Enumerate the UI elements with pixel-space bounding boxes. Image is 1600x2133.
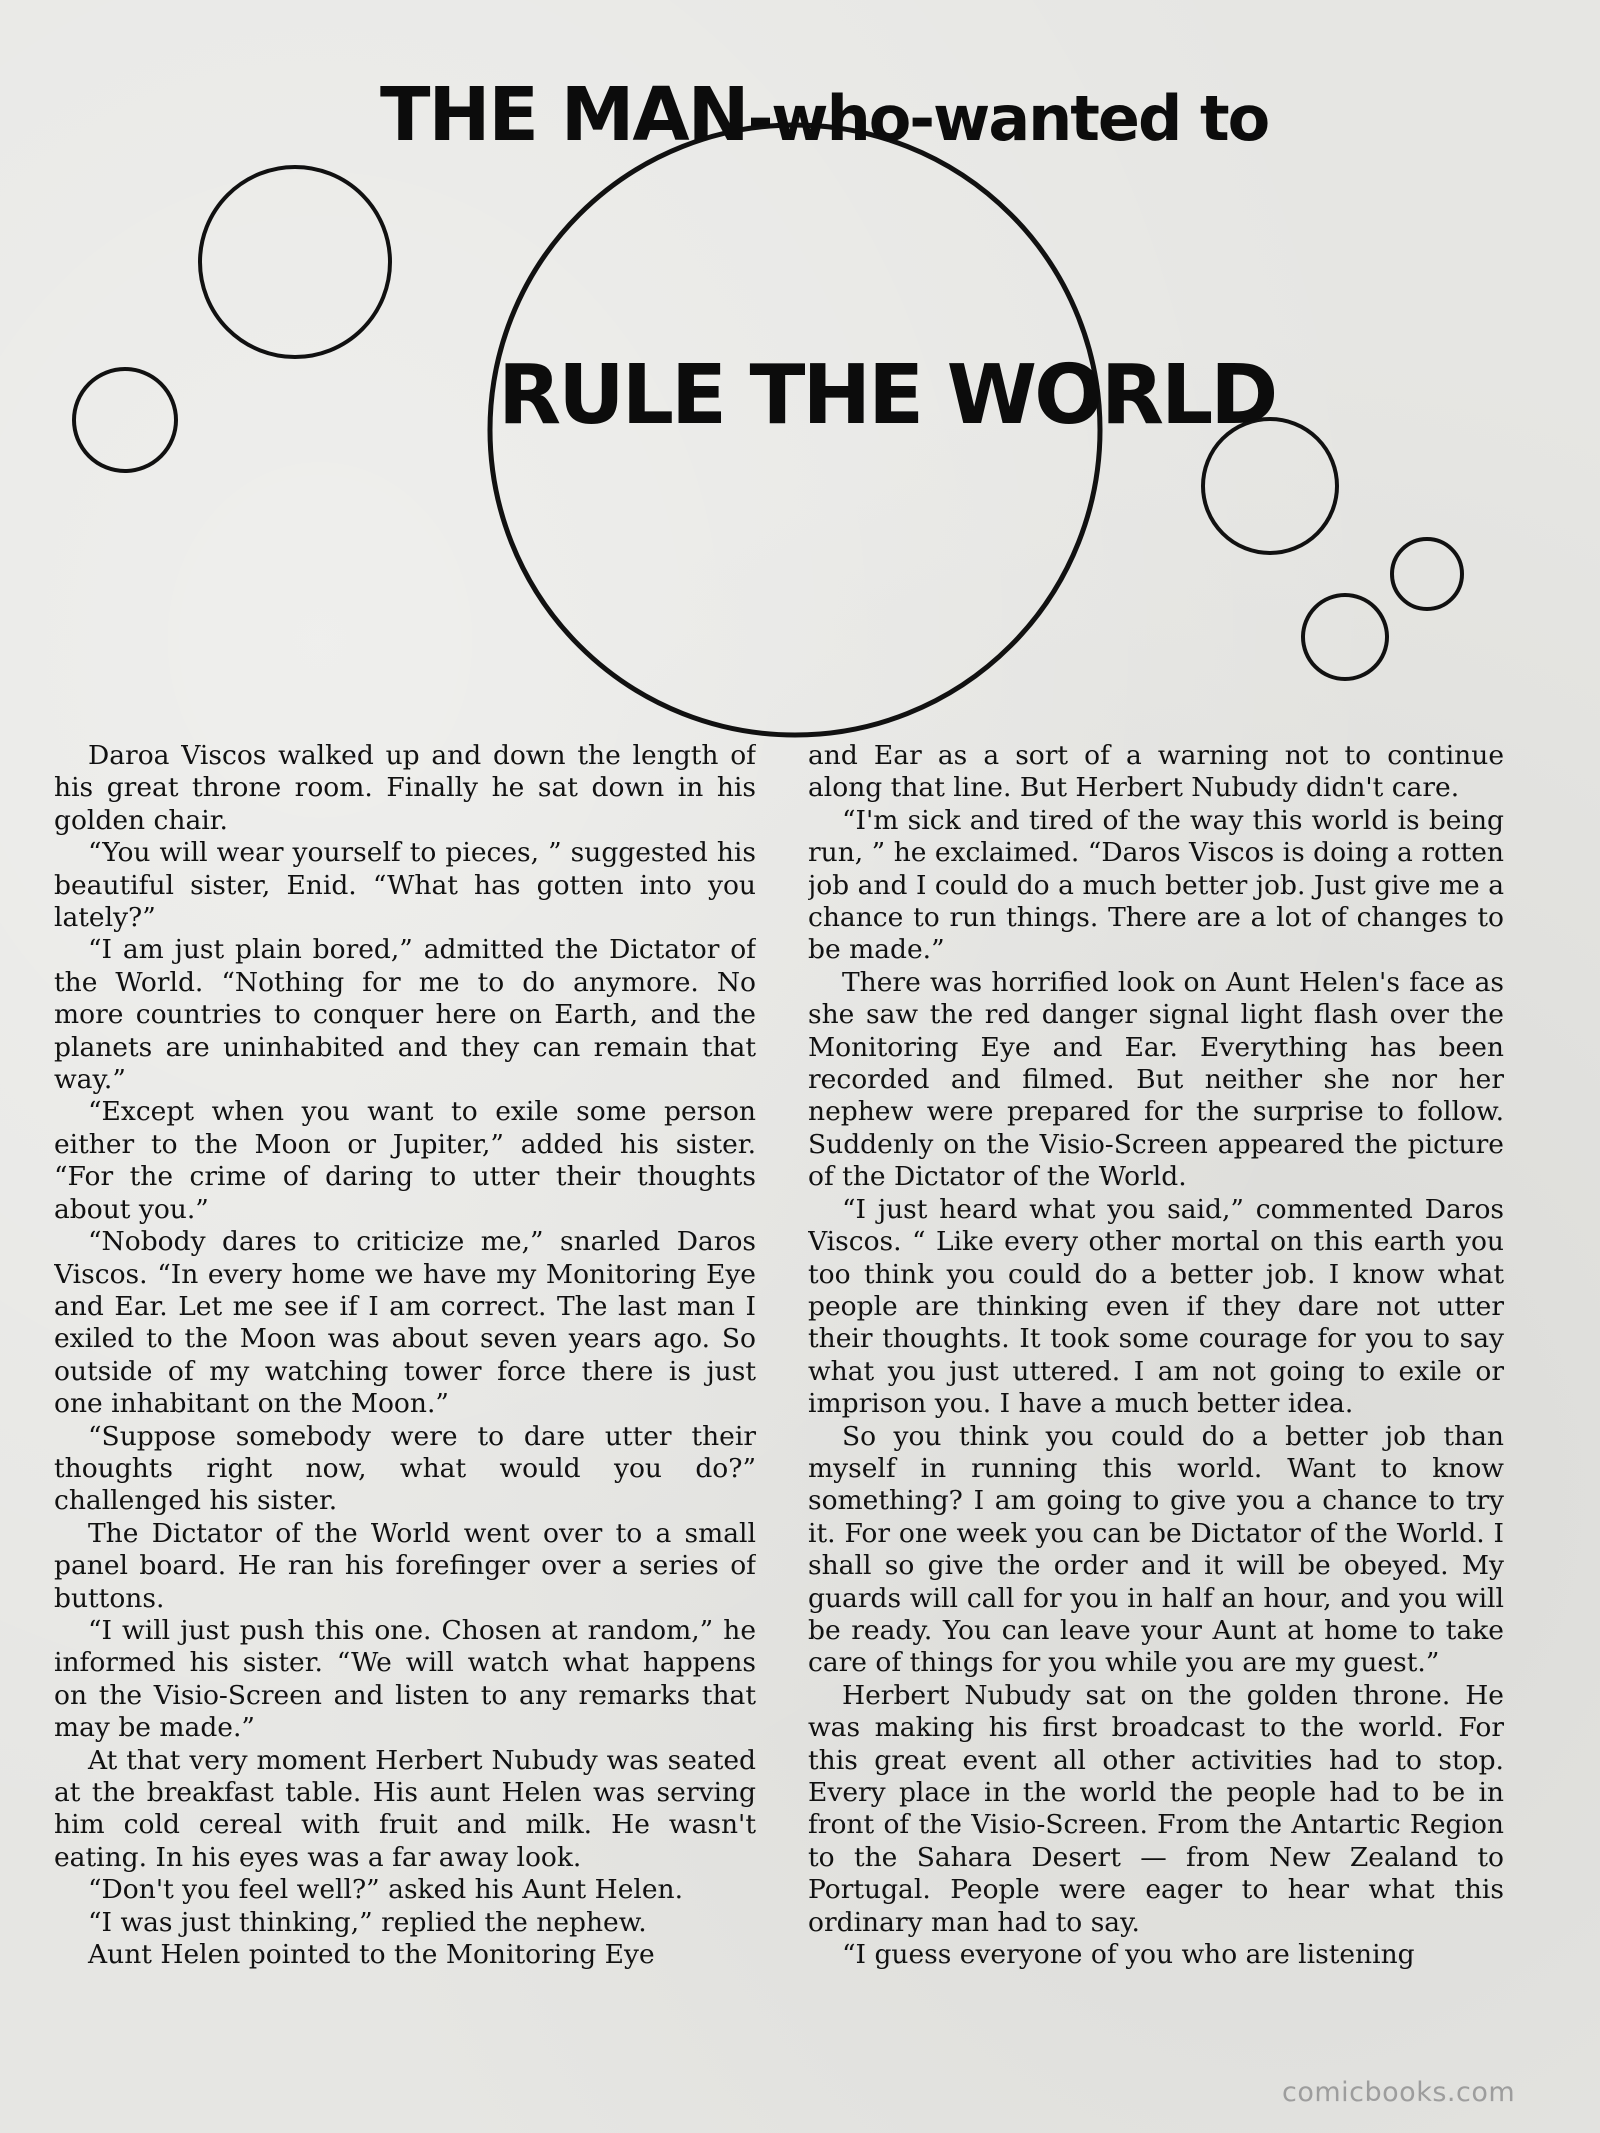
paragraph: Aunt Helen pointed to the Monitoring Eye: [88, 1939, 655, 1971]
paragraph: At that very moment Herbert Nubudy was seated at the breakfast table. His aunt Helen was serving him cold cereal with fruit and milk. He wasn't eating. In his eyes was a far away look.: [54, 1744, 756, 1873]
paragraph: “Except when you want to exile some person either to the Moon or Jupiter,” added his sister. “For the crime of daring to utter their thoughts about you.”: [54, 1096, 756, 1225]
paragraph: “I will just push this one. Chosen at random,” he informed his sister. “We will watch what happens on the Visio-Screen and listen to any remarks that may be made.”: [54, 1614, 756, 1744]
circle-lower-right: [1303, 595, 1387, 679]
paragraph: “You will wear yourself to pieces, ” suggested his beautiful sister, Enid. “What has gotten into you lately?”: [54, 837, 756, 934]
title-line-2: RULE THE WORLD: [498, 348, 1276, 443]
text-column-left: [54, 740, 756, 2050]
paragraph: “I just heard what you said,” commented Daros Viscos. “ Like every other mortal on this earth you too think you could do a better job. I know what people are thinking even if they dare not utter their thoughts. It took some courage for you to say what you just uttered. I am not going to exile or imprison you. I have a much better idea.: [808, 1193, 1504, 1420]
circle-left: [74, 369, 176, 471]
title-who-wanted-to: -who-wanted to: [747, 82, 1269, 155]
paragraph: “Don't you feel well?” asked his Aunt Helen.: [88, 1874, 684, 1906]
text-column-right: [808, 740, 1504, 2050]
paragraph: “I was just thinking,” replied the nephew.: [88, 1906, 647, 1938]
title-line-1: [380, 72, 1280, 158]
circle-upper-left: [200, 167, 390, 357]
watermark: comicbooks.com: [1282, 2077, 1516, 2108]
paragraph: Herbert Nubudy sat on the golden throne. He was making his first broadcast to the world. For this great event all other activities had to stop. Every place in the world the people had to be in front of the Visio-Screen. From the Antartic Region to the Sahara Desert — from New Zealand to Portugal. People were eager to hear what this ordinary man had to say.: [808, 1679, 1504, 1938]
paragraph: “Suppose somebody were to dare utter their thoughts right now, what would you do?” challenged his sister.: [54, 1420, 756, 1517]
paragraph: “I'm sick and tired of the way this world is being run, ” he exclaimed. “Daros Viscos is doing a rotten job and I could do a much better job. Just give me a chance to run things. There are a lot of changes to be made.”: [808, 804, 1504, 966]
title-the-man: THE MAN: [380, 72, 748, 158]
circle-small-right: [1392, 539, 1462, 609]
paragraph: There was horrified look on Aunt Helen's face as she saw the red danger signal light flash over the Monitoring Eye and Ear. Everything has been recorded and filmed. But neither she nor her nephew were prepared for the surprise to follow. Suddenly on the Visio-Screen appeared the picture of the Dictator of the World.: [808, 966, 1504, 1193]
paragraph: “I am just plain bored,” admitted the Dictator of the World. “Nothing for me to do anymore. No more countries to conquer here on Earth, and the planets are uninhabited and they can remain that way.”: [54, 934, 756, 1096]
paragraph: “I guess everyone of you who are listening: [842, 1939, 1415, 1971]
paragraph: Daroa Viscos walked up and down the length of his great throne room. Finally he sat down in his golden chair.: [54, 740, 756, 836]
paragraph: The Dictator of the World went over to a small panel board. He ran his forefinger over a series of buttons.: [54, 1517, 756, 1614]
paragraph: So you think you could do a better job than myself in running this world. Want to know something? I am going to give you a chance to try it. For one week you can be Dictator of the World. I shall so give the order and it will be obeyed. My guards will call for you in half an hour, and you will be ready. You can leave your Aunt at home to take care of things for you while you are my guest.”: [808, 1420, 1504, 1679]
paragraph: and Ear as a sort of a warning not to continue along that line. But Herbert Nubudy didn't care.: [808, 740, 1504, 804]
paragraph: “Nobody dares to criticize me,” snarled Daros Viscos. “In every home we have my Monitoring Eye and Ear. Let me see if I am correct. The last man I exiled to the Moon was about seven years ago. So outside of my watching tower force there is just one inhabitant on the Moon.”: [54, 1226, 756, 1420]
